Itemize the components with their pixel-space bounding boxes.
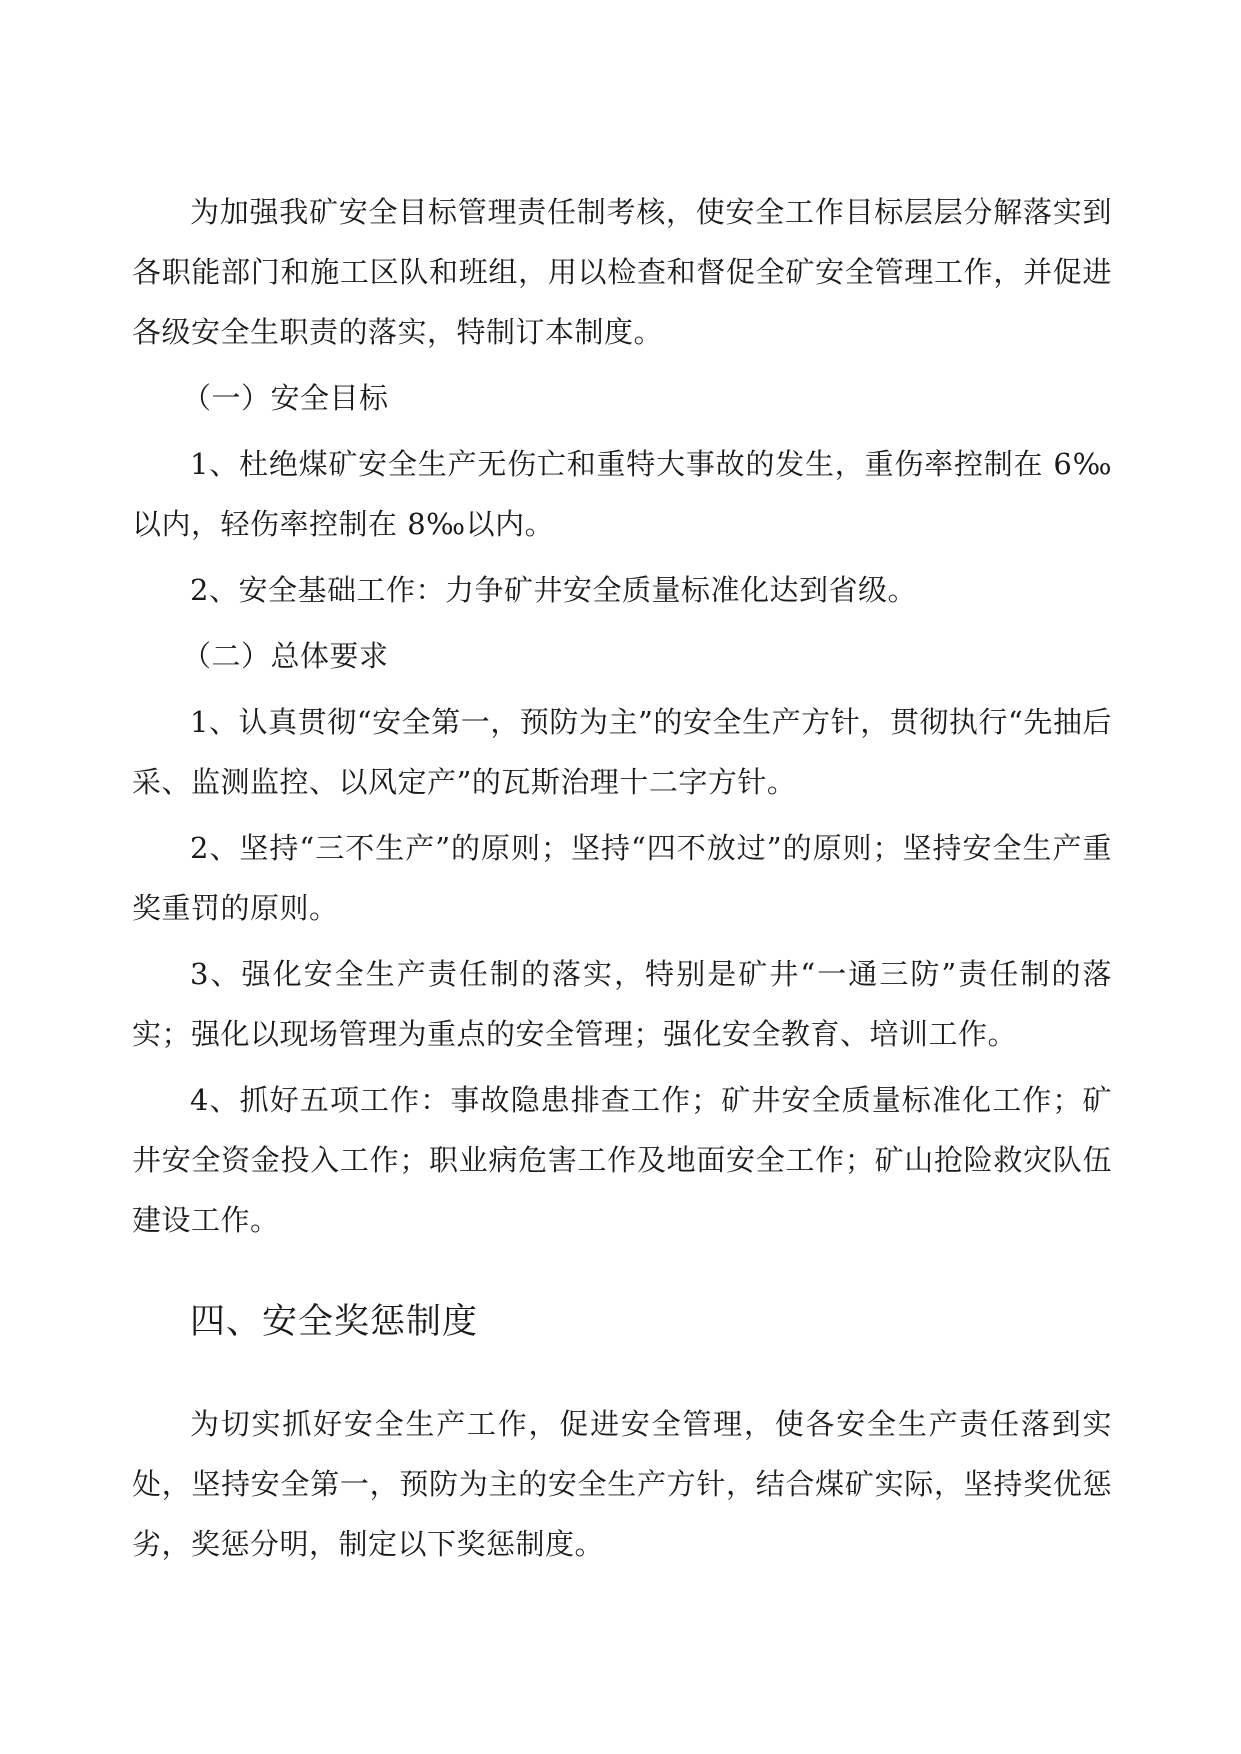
- requirement-item-1: 1、认真贯彻“安全第一，预防为主”的安全生产方针，贯彻执行“先抽后采、监测监控、以风定产”的瓦斯治理十二字方针。: [132, 705, 1112, 799]
- requirement-item-3: 3、强化安全生产责任制的落实，特别是矿井“一通三防”责任制的落实；强化以现场管理为重点的安全管理；强化安全教育、培训工作。: [132, 957, 1112, 1051]
- goal-item-1: 1、杜绝煤矿安全生产无伤亡和重特大事故的发生，重伤率控制在 6‰以内，轻伤率控制在 8‰以内。: [132, 447, 1112, 541]
- sub-heading-general-requirements: （二）总体要求: [182, 639, 389, 673]
- document-body: [132, 182, 1112, 1574]
- section4-intro-paragraph: 为切实抓好安全生产工作，促进安全管理，使各安全生产责任落到实处，坚持安全第一，预防为主的安全生产方针，结合煤矿实际，坚持奖优惩劣，奖惩分明，制定以下奖惩制度。: [132, 1407, 1112, 1561]
- sub-heading-safety-goals: （一）安全目标: [182, 381, 389, 415]
- intro-paragraph: 为加强我矿安全目标管理责任制考核，使安全工作目标层层分解落实到各职能部门和施工区队和班组，用以检查和督促全矿安全管理工作，并促进各级安全生职责的落实，特制订本制度。: [132, 195, 1112, 349]
- requirement-item-2: 2、坚持“三不生产”的原则；坚持“四不放过”的原则；坚持安全生产重奖重罚的原则。: [132, 831, 1112, 925]
- section-heading-rewards-penalties: 四、安全奖惩制度: [190, 1302, 479, 1342]
- goal-item-2: 2、安全基础工作：力争矿井安全质量标准化达到省级。: [190, 573, 917, 607]
- requirement-item-4: 4、抓好五项工作：事故隐患排查工作；矿井安全质量标准化工作；矿井安全资金投入工作；职业病危害工作及地面安全工作；矿山抢险救灾队伍建设工作。: [132, 1083, 1112, 1237]
